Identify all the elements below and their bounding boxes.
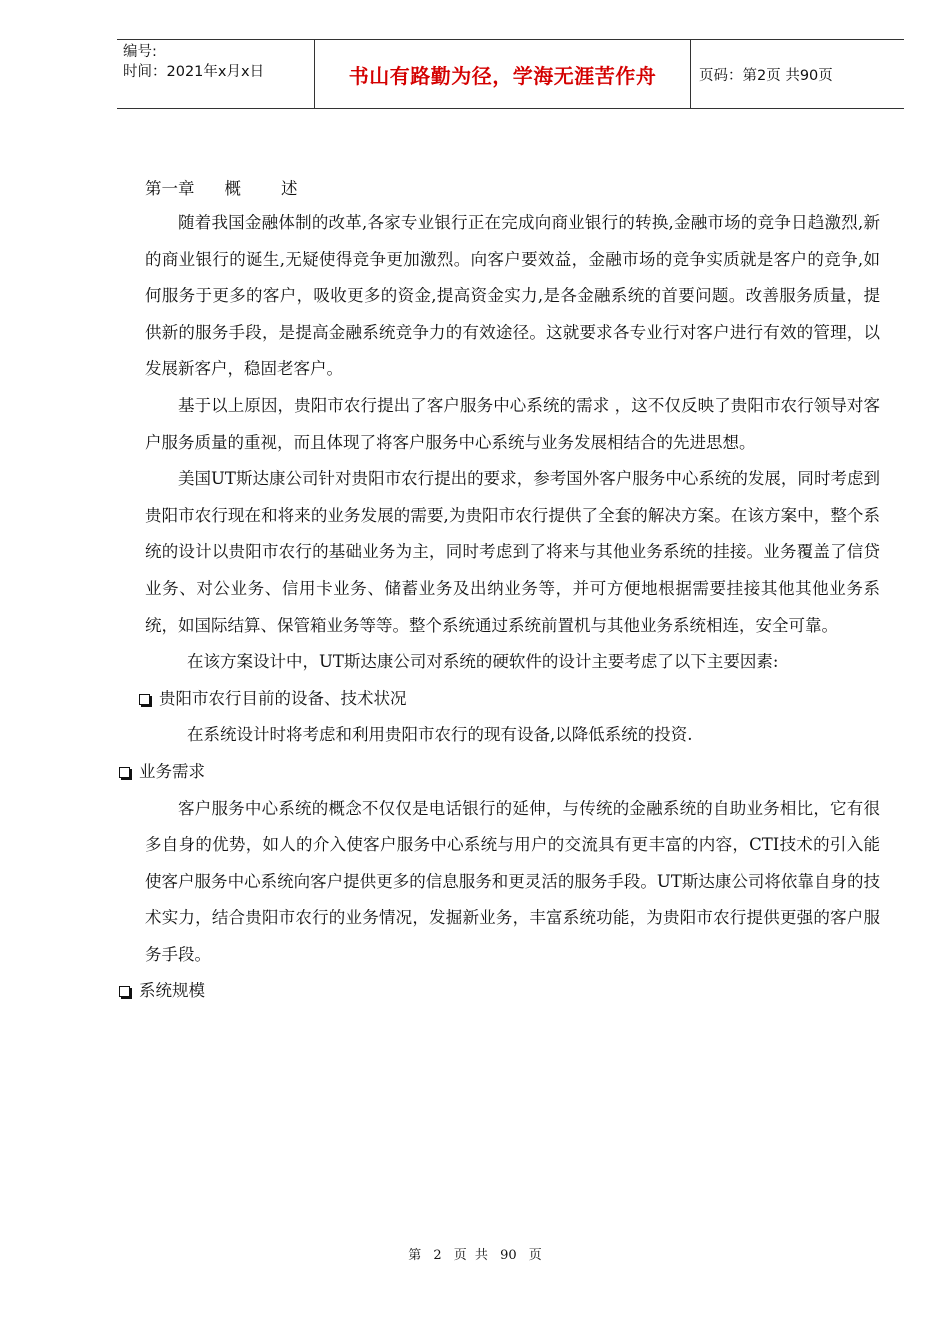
paragraph-reason: 基于以上原因，贵阳市农行提出了客户服务中心系统的需求 ，这不仅反映了贵阳市农行领导对客户服务质量的重视，而且体现了将客户服务中心系统与业务发展相结合的先进思想。 [145, 395, 880, 452]
paragraph-intro: 随着我国金融体制的改革,各家专业银行正在完成向商业银行的转换,金融市场的竞争日趋激烈,新的商业银行的诞生,无疑使得竞争更加激烈。向客户要效益，金融市场的竞争实质就是客户的竞争,如何服务于更多的客户，吸收更多的资金,提高资金实力,是各金融系统的首要问题。改善服务质量，提供新的服务手段，是提高金融系统竞争力的有效途径。这就要求各专业行对客户进行有效的管理，以发展新客户，稳固老客户。 [145, 213, 880, 379]
page-header [117, 39, 904, 109]
paragraph-solution: 美国UT斯达康公司针对贵阳市农行提出的要求，参考国外客户服务中心系统的发展，同时考虑到贵阳市农行现在和将来的业务发展的需要,为贵阳市农行提供了全套的解决方案。在该方案中，整个系统的设计以贵阳市农行的基础业务为主，同时考虑到了将来与其他业务系统的挂接。业务覆盖了信贷业务、对公业务、信用卡业务、储蓄业务及出纳业务等，并可方便地根据需要挂接其他其他业务系统，如国际结算、保管箱业务等等。整个系统通过系统前置机与其他业务系统相连，安全可靠。 [145, 469, 880, 635]
bullet-scale [119, 973, 880, 1010]
footer-mid: 页 共 [453, 1248, 488, 1263]
footer-suffix: 页 [528, 1248, 542, 1263]
page-footer [0, 1244, 950, 1263]
bullet-scale-label: 系统规模 [139, 981, 205, 1001]
checkbox-bullet-icon [139, 694, 150, 705]
bullet-equipment [139, 681, 880, 718]
bullet-business [119, 754, 880, 791]
chapter-number: 第一章 [145, 179, 195, 198]
header-left-cell [117, 40, 315, 108]
paragraph-design-factors: 在该方案设计中，UT斯达康公司对系统的硬软件的设计主要考虑了以下主要因素: [187, 652, 779, 672]
bullet-business-label: 业务需求 [139, 761, 205, 781]
header-motto-cell [315, 40, 691, 108]
checkbox-bullet-icon [119, 767, 130, 778]
chapter-heading [145, 175, 880, 203]
time-label: 时间：2021年x月x日 [123, 64, 265, 80]
footer-page-number: 2 [433, 1248, 442, 1263]
number-label: 编号: [123, 44, 157, 60]
paragraph-equipment: 在系统设计时将考虑和利用贵阳市农行的现有设备,以降低系统的投资. [187, 725, 693, 745]
header-page-cell [691, 40, 904, 108]
document-body [139, 175, 880, 1010]
chapter-title-part-a: 概 [224, 179, 241, 198]
paragraph-business: 客户服务中心系统的概念不仅仅是电话银行的延伸，与传统的金融系统的自助业务相比，它有很多自身的优势，如人的介入使客户服务中心系统与用户的交流具有更丰富的内容，CTI技术的引入能使客户服务中心系统向客户提供更多的信息服务和更灵活的服务手段。UT斯达康公司将依靠自身的技术实力，结合贵阳市农行的业务情况，发掘新业务，丰富系统功能，为贵阳市农行提供更强的客户服务手段。 [145, 798, 880, 964]
header-page-label: 页码：第2页 共90页 [699, 67, 833, 84]
chapter-title-part-b: 述 [281, 179, 298, 198]
checkbox-bullet-icon [119, 986, 130, 997]
footer-prefix: 第 [408, 1248, 422, 1263]
header-motto: 书山有路勤为径，学海无涯苦作舟 [348, 63, 657, 88]
footer-total-pages: 90 [500, 1248, 517, 1263]
bullet-equipment-label: 贵阳市农行目前的设备、技术状况 [159, 688, 407, 708]
